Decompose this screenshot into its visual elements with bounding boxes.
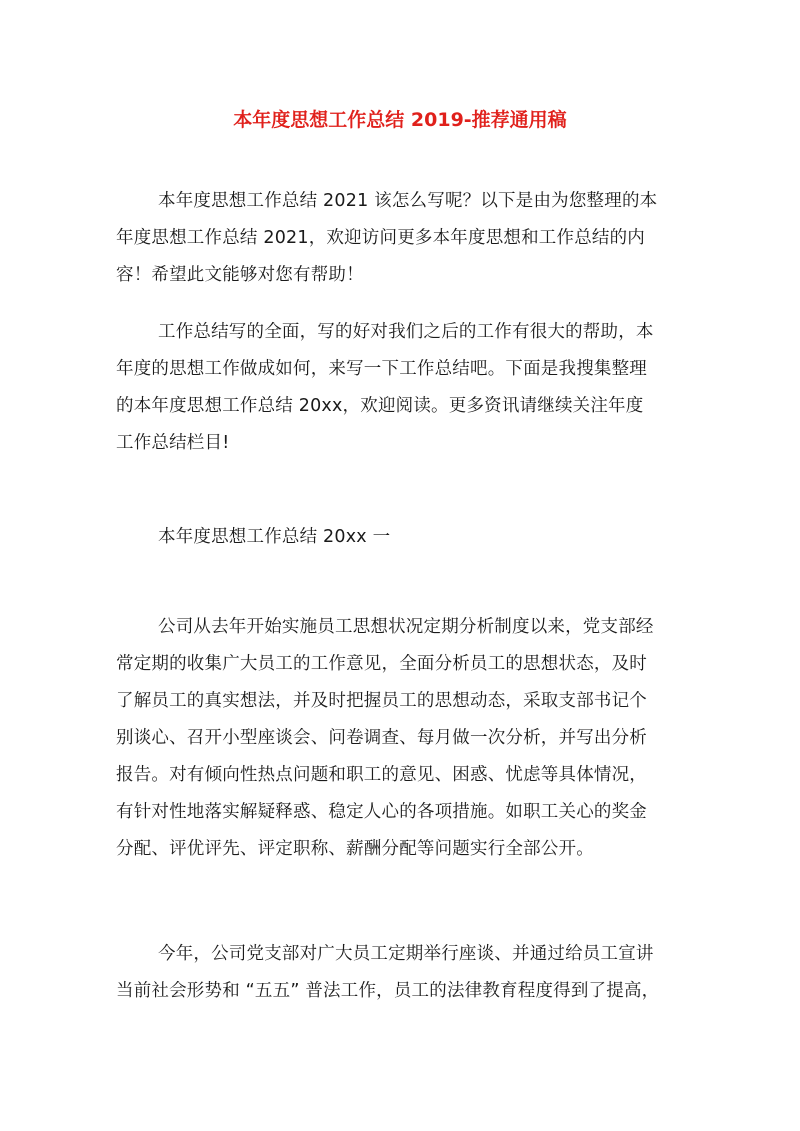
paragraph-body-1: [116, 609, 684, 868]
text-line: 年度思想工作总结 2021，欢迎访问更多本年度思想和工作总结的内: [116, 228, 645, 248]
text-line: 本年度思想工作总结 20xx 一: [158, 527, 391, 547]
text-line: 当前社会形势和 “五五” 普法工作，员工的法律教育程度得到了提高，: [116, 981, 660, 1001]
text-line: 的本年度思想工作总结 20xx，欢迎阅读。更多资讯请继续关注年度: [116, 396, 644, 416]
paragraph-summary: [116, 314, 684, 462]
text-line: 别谈心、召开小型座谈会、问卷调查、每月做一次分析，并写出分析: [116, 728, 647, 748]
section-heading: [116, 519, 684, 556]
text-line: 本年度思想工作总结 2021 该怎么写呢？以下是由为您整理的本: [158, 191, 658, 211]
text-line: 工作总结写的全面，写的好对我们之后的工作有很大的帮助，本: [158, 322, 654, 342]
text-line: 工作总结栏目!: [116, 433, 230, 453]
text-line: 今年，公司党支部对广大员工定期举行座谈、并通过给员工宣讲: [158, 944, 654, 964]
text-line: 有针对性地落实解疑释惑、稳定人心的各项措施。如职工关心的奖金: [116, 802, 647, 822]
text-line: 了解员工的真实想法，并及时把握员工的思想动态，采取支部书记个: [116, 691, 647, 711]
text-line: 年度的思想工作做成如何，来写一下工作总结吧。下面是我搜集整理: [116, 359, 647, 379]
text-line: 公司从去年开始实施员工思想状况定期分析制度以来，党支部经: [158, 617, 654, 637]
paragraph-body-2: [116, 936, 684, 1010]
text-line: 分配、评优评先、评定职称、薪酬分配等问题实行全部公开。: [116, 839, 594, 859]
document-title: 本年度思想工作总结 2019-推荐通用稿: [233, 109, 567, 131]
text-line: 容！希望此文能够对您有帮助！: [116, 265, 364, 285]
text-line: 常定期的收集广大员工的工作意见，全面分析员工的思想状态，及时: [116, 654, 647, 674]
text-line: 报告。对有倾向性热点问题和职工的意见、困惑、忧虑等具体情况，: [116, 765, 647, 785]
paragraph-intro: [116, 183, 684, 294]
